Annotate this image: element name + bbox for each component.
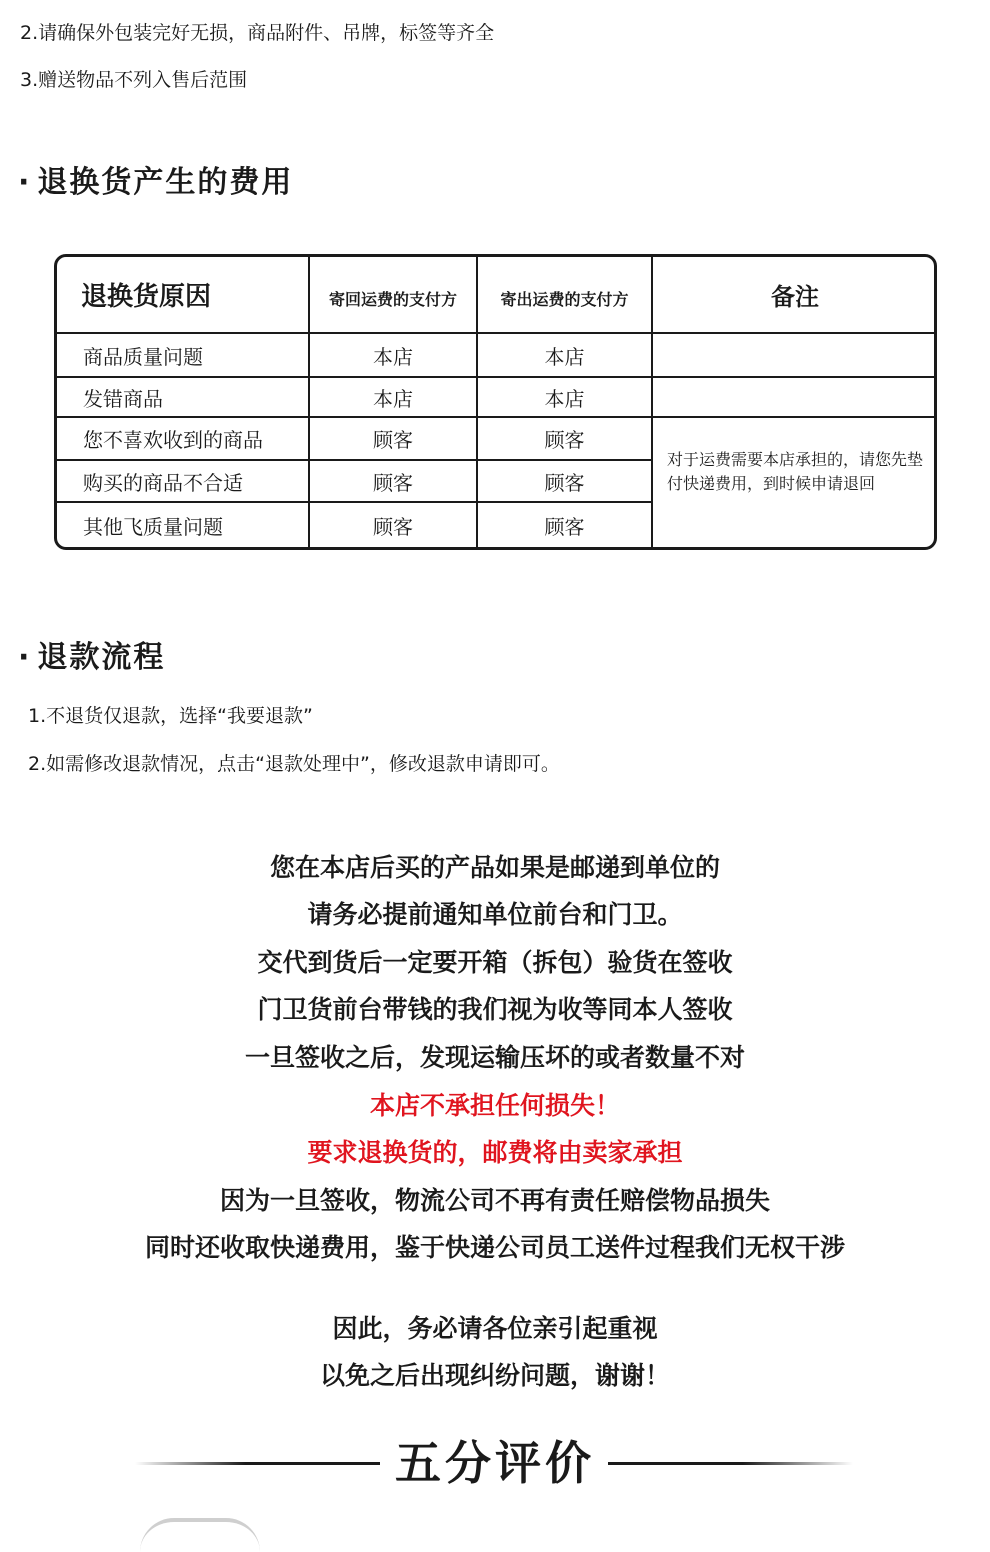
refund-section-title: 退款流程 <box>37 640 166 675</box>
row-return-payer: 顾客 <box>373 470 413 495</box>
notice-line: 门卫货前台带钱的我们视为收等同本人签收 <box>257 995 733 1024</box>
row-reason: 发错商品 <box>83 386 163 411</box>
row-return-payer: 顾客 <box>373 428 413 452</box>
header-send-payer: 寄出运费的支付方 <box>500 290 629 309</box>
closing-line: 以免之后出现纠纷问题，谢谢！ <box>319 1361 670 1390</box>
notice-line: 请务必提前通知单位前台和门卫。 <box>307 900 683 929</box>
five-star-review-title: 五分评价 <box>395 1436 595 1490</box>
five-star-review-banner <box>0 1432 990 1494</box>
header-return-payer: 寄回运费的支付方 <box>328 290 457 309</box>
row-send-payer: 顾客 <box>544 514 585 539</box>
fee-section-heading <box>18 165 293 201</box>
notice-line: 因为一旦签收，物流公司不再有责任赔偿物品损失 <box>219 1186 770 1215</box>
row-return-payer: 顾客 <box>373 514 413 539</box>
note-cell: 对于运费需要本店承担的，请您先垫付快递费用，到时候申请退回 <box>667 450 924 493</box>
notice-line: 交代到货后一定要开箱（拆包）验货在签收 <box>257 948 733 977</box>
refund-step: 2.如需修改退款情况，点击“退款处理中”，修改退款申请即可。 <box>28 753 560 775</box>
refund-section-heading <box>18 640 165 676</box>
refund-step: 1.不退货仅退款，选择“我要退款” <box>28 705 313 727</box>
row-reason: 您不喜欢收到的商品 <box>83 428 263 452</box>
notice-warning: 要求退换货的，邮费将由卖家承担 <box>307 1138 683 1167</box>
bullet-dot: · <box>18 165 32 200</box>
notice-warning: 本店不承担任何损失！ <box>369 1091 620 1120</box>
closing-line: 因此，务必请各位亲引起重视 <box>332 1314 658 1343</box>
divider-rule <box>608 1462 853 1465</box>
intro-line-3: 3.赠送物品不列入售后范围 <box>20 69 248 91</box>
fee-section-title: 退换货产生的费用 <box>37 165 294 200</box>
row-send-payer: 本店 <box>544 344 585 369</box>
row-reason: 商品质量问题 <box>83 344 203 369</box>
row-return-payer: 本店 <box>373 386 413 411</box>
row-reason: 其他飞质量问题 <box>83 514 223 539</box>
row-reason: 购买的商品不合适 <box>83 470 243 495</box>
header-reason: 退换货原因 <box>81 282 212 312</box>
fee-table <box>54 254 937 550</box>
notice-line: 一旦签收之后，发现运输压坏的或者数量不对 <box>244 1043 745 1072</box>
intro-line-2: 2.请确保外包装完好无损，商品附件、吊牌，标签等齐全 <box>20 22 495 44</box>
notice-line: 同时还收取快递费用，鉴于快递公司员工送件过程我们无权干涉 <box>144 1233 845 1262</box>
row-send-payer: 顾客 <box>544 470 585 495</box>
bullet-dot: · <box>18 640 32 675</box>
row-return-payer: 本店 <box>373 344 413 369</box>
notice-line: 您在本店后买的产品如果是邮递到单位的 <box>269 853 720 882</box>
decorative-arc <box>140 1518 260 1552</box>
header-note: 备注 <box>771 283 819 311</box>
row-send-payer: 本店 <box>544 386 585 411</box>
row-send-payer: 顾客 <box>544 428 585 452</box>
